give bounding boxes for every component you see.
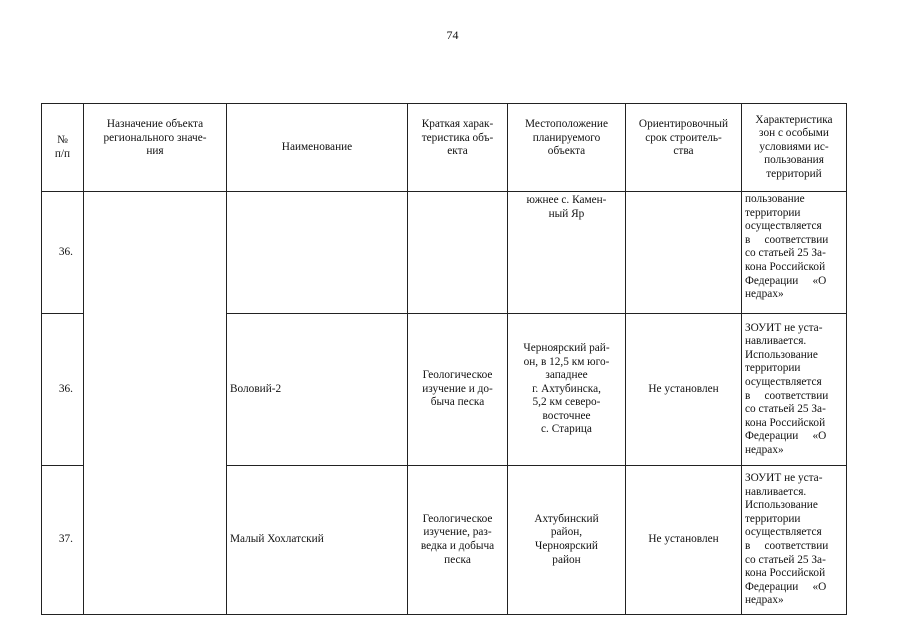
cell-text-line: условиями ис- xyxy=(759,140,829,153)
row-brief xyxy=(408,192,508,314)
cell-text-line: Федерации «О xyxy=(745,430,827,443)
row-term xyxy=(626,192,742,314)
cell-text-line: Федерации «О xyxy=(745,274,827,287)
row-term: Не установлен xyxy=(626,466,742,615)
cell-text-line: район, xyxy=(550,526,583,539)
row-location xyxy=(508,314,626,466)
header-purpose xyxy=(84,104,227,192)
cell-text-line: западнее xyxy=(545,369,588,382)
cell-text-line: изучение, раз- xyxy=(423,526,492,539)
table-header-row xyxy=(42,104,847,192)
cell-text-line: 5,2 км северо- xyxy=(532,396,601,409)
row-name: Малый Хохлатский xyxy=(227,466,408,615)
cell-text-line: срок строитель- xyxy=(645,131,722,144)
row-zones xyxy=(742,314,847,466)
cell-text-line: Использование xyxy=(745,348,818,361)
cell-text-line: с. Старица xyxy=(541,423,592,436)
cell-text-line: в соответствии xyxy=(745,233,829,246)
cell-text-line: кона Российской xyxy=(745,260,826,273)
cell-text-line: Черноярский xyxy=(535,540,598,552)
cell-text-line: пользование xyxy=(745,193,805,205)
cell-text-line: Местоположение xyxy=(525,118,608,130)
header-num xyxy=(42,104,84,192)
header-zones xyxy=(742,104,847,192)
table-row xyxy=(42,192,847,314)
row-brief xyxy=(408,466,508,615)
page-number: 74 xyxy=(446,28,459,42)
cell-text-line: восточнее xyxy=(542,409,591,422)
cell-text-line: Использование xyxy=(745,499,818,512)
cell-text-line: изучение и до- xyxy=(422,382,493,395)
cell-text-line: Наименование xyxy=(281,140,353,153)
cell-text-line: навливается. xyxy=(745,485,807,498)
cell-text-line: район xyxy=(552,553,581,566)
cell-text-line: екта xyxy=(447,145,468,158)
cell-text-line: г. Ахтубинска, xyxy=(532,382,601,395)
cell-text-line: осуществляется xyxy=(745,220,822,233)
cell-text-line: территории xyxy=(745,362,801,375)
header-brief xyxy=(408,104,508,192)
cell-text-line: зон с особыми xyxy=(759,127,829,140)
cell-text-line: недрах» xyxy=(745,594,784,607)
row-location xyxy=(508,192,626,314)
cell-text-line: территории xyxy=(745,206,801,219)
cell-text-line: Ориентировочный xyxy=(638,118,729,130)
cell-text-line: недрах» xyxy=(745,288,784,301)
cell-text-line: со статьей 25 За- xyxy=(745,247,826,260)
cell-text-line: осуществляется xyxy=(745,375,822,388)
cell-text-line: песка xyxy=(444,553,471,566)
cell-text-line: со статьей 25 За- xyxy=(745,403,826,416)
cell-text-line: со статьей 25 За- xyxy=(745,553,826,566)
cell-text-line: ЗОУИТ не уста- xyxy=(745,321,823,334)
cell-text-line: осуществляется xyxy=(745,526,822,539)
cell-text-line: в соответствии xyxy=(745,389,829,402)
cell-text-line: южнее с. Камен- xyxy=(526,194,607,206)
row-number: 36. xyxy=(42,192,84,314)
row-name: Воловий-2 xyxy=(227,314,408,466)
row-name xyxy=(227,192,408,314)
cell-text-line: ный Яр xyxy=(548,207,585,220)
header-term xyxy=(626,104,742,192)
objects-table xyxy=(41,103,847,615)
cell-text-line: ства xyxy=(673,145,694,158)
row-location xyxy=(508,466,626,615)
cell-text-line: ЗОУИТ не уста- xyxy=(745,472,823,485)
cell-text-line: недрах» xyxy=(745,443,784,456)
cell-text-line: Краткая харак- xyxy=(421,118,494,130)
cell-text-line: ния xyxy=(146,145,164,158)
cell-text-line: территории xyxy=(745,512,801,525)
cell-text-line: ведка и добыча xyxy=(420,540,495,552)
cell-text-line: кона Российской xyxy=(745,416,826,429)
row-brief xyxy=(408,314,508,466)
cell-text-line: планируемого xyxy=(532,131,601,144)
row-zones xyxy=(742,192,847,314)
cell-text-line: Черноярский рай- xyxy=(523,341,610,354)
cell-text-line: Ахтубинский xyxy=(534,512,599,525)
cell-text-line: навливается. xyxy=(745,335,807,348)
cell-text-line: № xyxy=(57,133,68,146)
cell-text-line: пользования xyxy=(764,154,824,167)
row-number: 36. xyxy=(42,314,84,466)
cell-text-line: быча песка xyxy=(430,396,485,409)
cell-text-line: Геологическое xyxy=(422,512,493,525)
cell-text-line: территорий xyxy=(766,167,822,180)
header-location xyxy=(508,104,626,192)
purpose-cell xyxy=(84,192,227,615)
cell-text-line: Характеристика xyxy=(755,113,833,126)
cell-text-line: п/п xyxy=(54,147,71,160)
cell-text-line: объекта xyxy=(547,145,586,158)
cell-text-line: теристика объ- xyxy=(421,131,494,144)
row-term: Не установлен xyxy=(626,314,742,466)
cell-text-line: в соответствии xyxy=(745,540,829,552)
cell-text-line: регионального значе- xyxy=(103,131,207,144)
cell-text-line: Геологическое xyxy=(422,369,493,382)
cell-text-line: кона Российской xyxy=(745,567,826,580)
header-name xyxy=(227,104,408,192)
cell-text-line: он, в 12,5 км юго- xyxy=(523,355,610,368)
row-number: 37. xyxy=(42,466,84,615)
cell-text-line: Назначение объекта xyxy=(106,118,204,130)
row-zones xyxy=(742,466,847,615)
cell-text-line: Федерации «О xyxy=(745,580,827,593)
